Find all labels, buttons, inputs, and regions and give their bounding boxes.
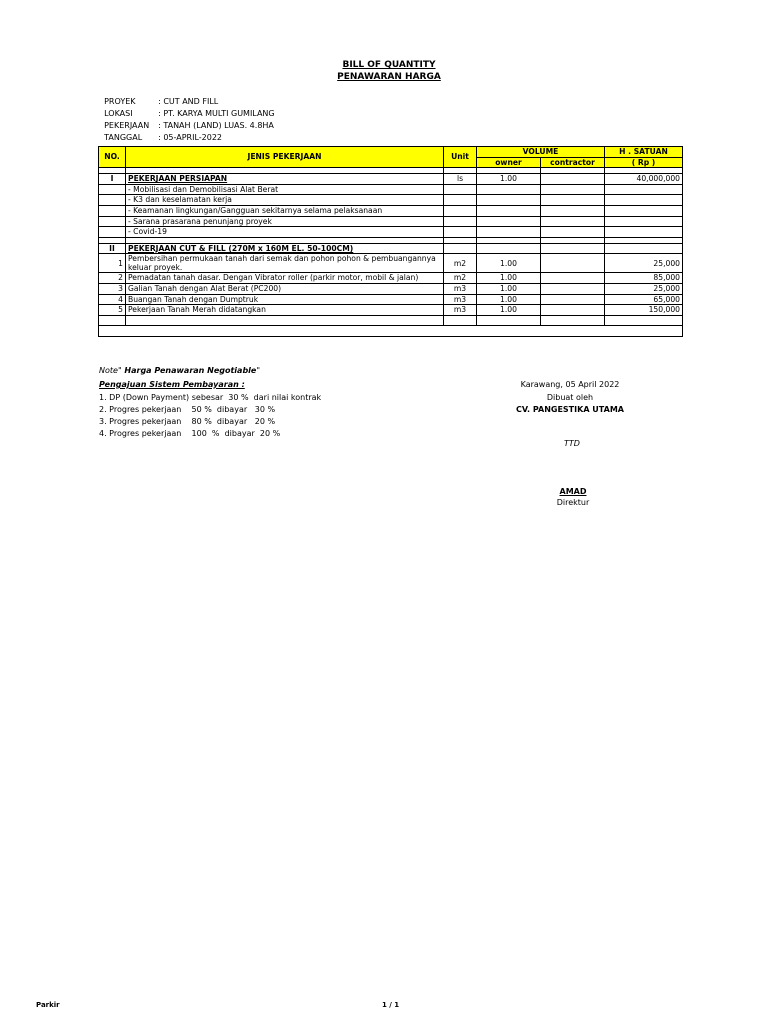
- item-unit: m2: [444, 254, 477, 273]
- header-contractor: contractor: [541, 157, 605, 168]
- section-unit: ls: [444, 174, 477, 185]
- section-title: PEKERJAAN PERSIAPAN: [126, 174, 444, 185]
- table-row: [99, 184, 683, 195]
- header-hsatuan: H . SATUAN: [605, 147, 683, 158]
- item-desc: Buangan Tanah dengan Dumptruk: [126, 294, 444, 305]
- item-price: 25,000: [605, 283, 683, 294]
- table-row: [99, 294, 683, 305]
- place-date: Karawang, 05 April 2022: [520, 380, 620, 389]
- table-row: [99, 195, 683, 206]
- item-owner: 1.00: [477, 254, 541, 273]
- item-unit: m2: [444, 273, 477, 284]
- footer-sheet-name: Parkir: [36, 1001, 60, 1009]
- item-no: 5: [99, 305, 126, 316]
- info-key: TANGGAL: [104, 133, 143, 142]
- table-row: [99, 205, 683, 216]
- item-no: 4: [99, 294, 126, 305]
- section-no: I: [99, 174, 126, 185]
- section-contractor: [541, 174, 605, 185]
- item-contractor: [541, 305, 605, 316]
- item-desc: Galian Tanah dengan Alat Berat (PC200): [126, 283, 444, 294]
- info-key: LOKASI: [104, 109, 133, 118]
- item-desc: Pekerjaan Tanah Merah didatangkan: [126, 305, 444, 316]
- header-rp: ( Rp ): [605, 157, 683, 168]
- payment-item: 4. Progres pekerjaan 100 % dibayar 20 %: [99, 429, 281, 438]
- table-row: [99, 254, 683, 273]
- section-title: PEKERJAAN CUT & FILL (270M x 160M EL. 50-100CM): [126, 243, 444, 254]
- table-row: [99, 227, 683, 238]
- item-no: 3: [99, 283, 126, 294]
- doc-subtitle: PENAWARAN HARGA: [337, 72, 441, 82]
- item-unit: m3: [444, 305, 477, 316]
- note-suffix: ": [256, 366, 261, 375]
- item-price: 65,000: [605, 294, 683, 305]
- info-key: PEKERJAAN: [104, 121, 150, 130]
- info-value: : PT. KARYA MULTI GUMILANG: [158, 109, 275, 118]
- item-contractor: [541, 283, 605, 294]
- item-contractor: [541, 294, 605, 305]
- section-price: 40,000,000: [605, 174, 683, 185]
- empty-row: [99, 315, 683, 326]
- payment-heading: Pengajuan Sistem Pembayaran :: [99, 380, 245, 389]
- header-volume: VOLUME: [477, 147, 605, 158]
- item-owner: 1.00: [477, 294, 541, 305]
- item-unit: m3: [444, 283, 477, 294]
- section1-row: [99, 174, 683, 185]
- boq-table: [98, 146, 683, 337]
- item-no: 2: [99, 273, 126, 284]
- item-contractor: [541, 273, 605, 284]
- table-row: [99, 283, 683, 294]
- payment-item: 1. DP (Down Payment) sebesar 30 % dari nilai kontrak: [99, 393, 322, 402]
- table-row: [99, 216, 683, 227]
- info-tanggal: [99, 124, 222, 142]
- item-unit: m3: [444, 294, 477, 305]
- header-unit: Unit: [444, 147, 477, 168]
- item-desc: - Sarana prasarana penunjang proyek: [126, 216, 444, 227]
- item-price: 85,000: [605, 273, 683, 284]
- info-value: : 05-APRIL-2022: [158, 133, 222, 142]
- table-row: [99, 305, 683, 316]
- payment-item: 3. Progres pekerjaan 80 % dibayar 20 %: [99, 417, 276, 426]
- section-owner: 1.00: [477, 174, 541, 185]
- bottom-row: [99, 326, 683, 337]
- section-no: II: [99, 243, 126, 254]
- signatory-name: AMAD: [559, 487, 587, 496]
- item-owner: 1.00: [477, 273, 541, 284]
- payment-item: 2. Progres pekerjaan 50 % dibayar 30 %: [99, 405, 276, 414]
- doc-title: BILL OF QUANTITY: [342, 60, 436, 70]
- info-value: : CUT AND FILL: [158, 97, 219, 106]
- signatory-position: Direktur: [556, 498, 590, 507]
- item-desc: - Mobilisasi dan Demobilisasi Alat Berat: [126, 184, 444, 195]
- item-desc: Pembersihan permukaan tanah dari semak dan pohon pohon & pembuangannya keluar proyek.: [126, 254, 444, 273]
- made-by: Dibuat oleh: [546, 393, 594, 402]
- note-text: Harga Penawaran Negotiable: [121, 366, 257, 375]
- item-price: 150,000: [605, 305, 683, 316]
- item-owner: 1.00: [477, 283, 541, 294]
- item-desc: - Covid-19: [126, 227, 444, 238]
- note: [99, 366, 260, 375]
- footer-page-number: 1 / 1: [382, 1001, 400, 1009]
- item-no: 1: [99, 254, 126, 273]
- item-contractor: [541, 254, 605, 273]
- item-desc: Pemadatan tanah dasar. Dengan Vibrator roller (parkir motor, mobil & jalan): [126, 273, 444, 284]
- header-owner: owner: [477, 157, 541, 168]
- item-owner: 1.00: [477, 305, 541, 316]
- header-no: NO.: [99, 147, 126, 168]
- signature-ttd: TTD: [564, 439, 580, 448]
- section2-row: [99, 243, 683, 254]
- info-value: : TANAH (LAND) LUAS. 4.8HA: [158, 121, 274, 130]
- header-jenis: JENIS PEKERJAAN: [126, 147, 444, 168]
- table-row: [99, 273, 683, 284]
- note-prefix: Note": [99, 366, 122, 375]
- item-price: 25,000: [605, 254, 683, 273]
- item-desc: - K3 dan keselamatan kerja: [126, 195, 444, 206]
- info-key: PROYEK: [104, 97, 136, 106]
- header-row-1: [99, 147, 683, 158]
- company-name: CV. PANGESTIKA UTAMA: [516, 405, 624, 414]
- item-desc: - Keamanan lingkungan/Gangguan sekitarnya selama pelaksanaan: [126, 205, 444, 216]
